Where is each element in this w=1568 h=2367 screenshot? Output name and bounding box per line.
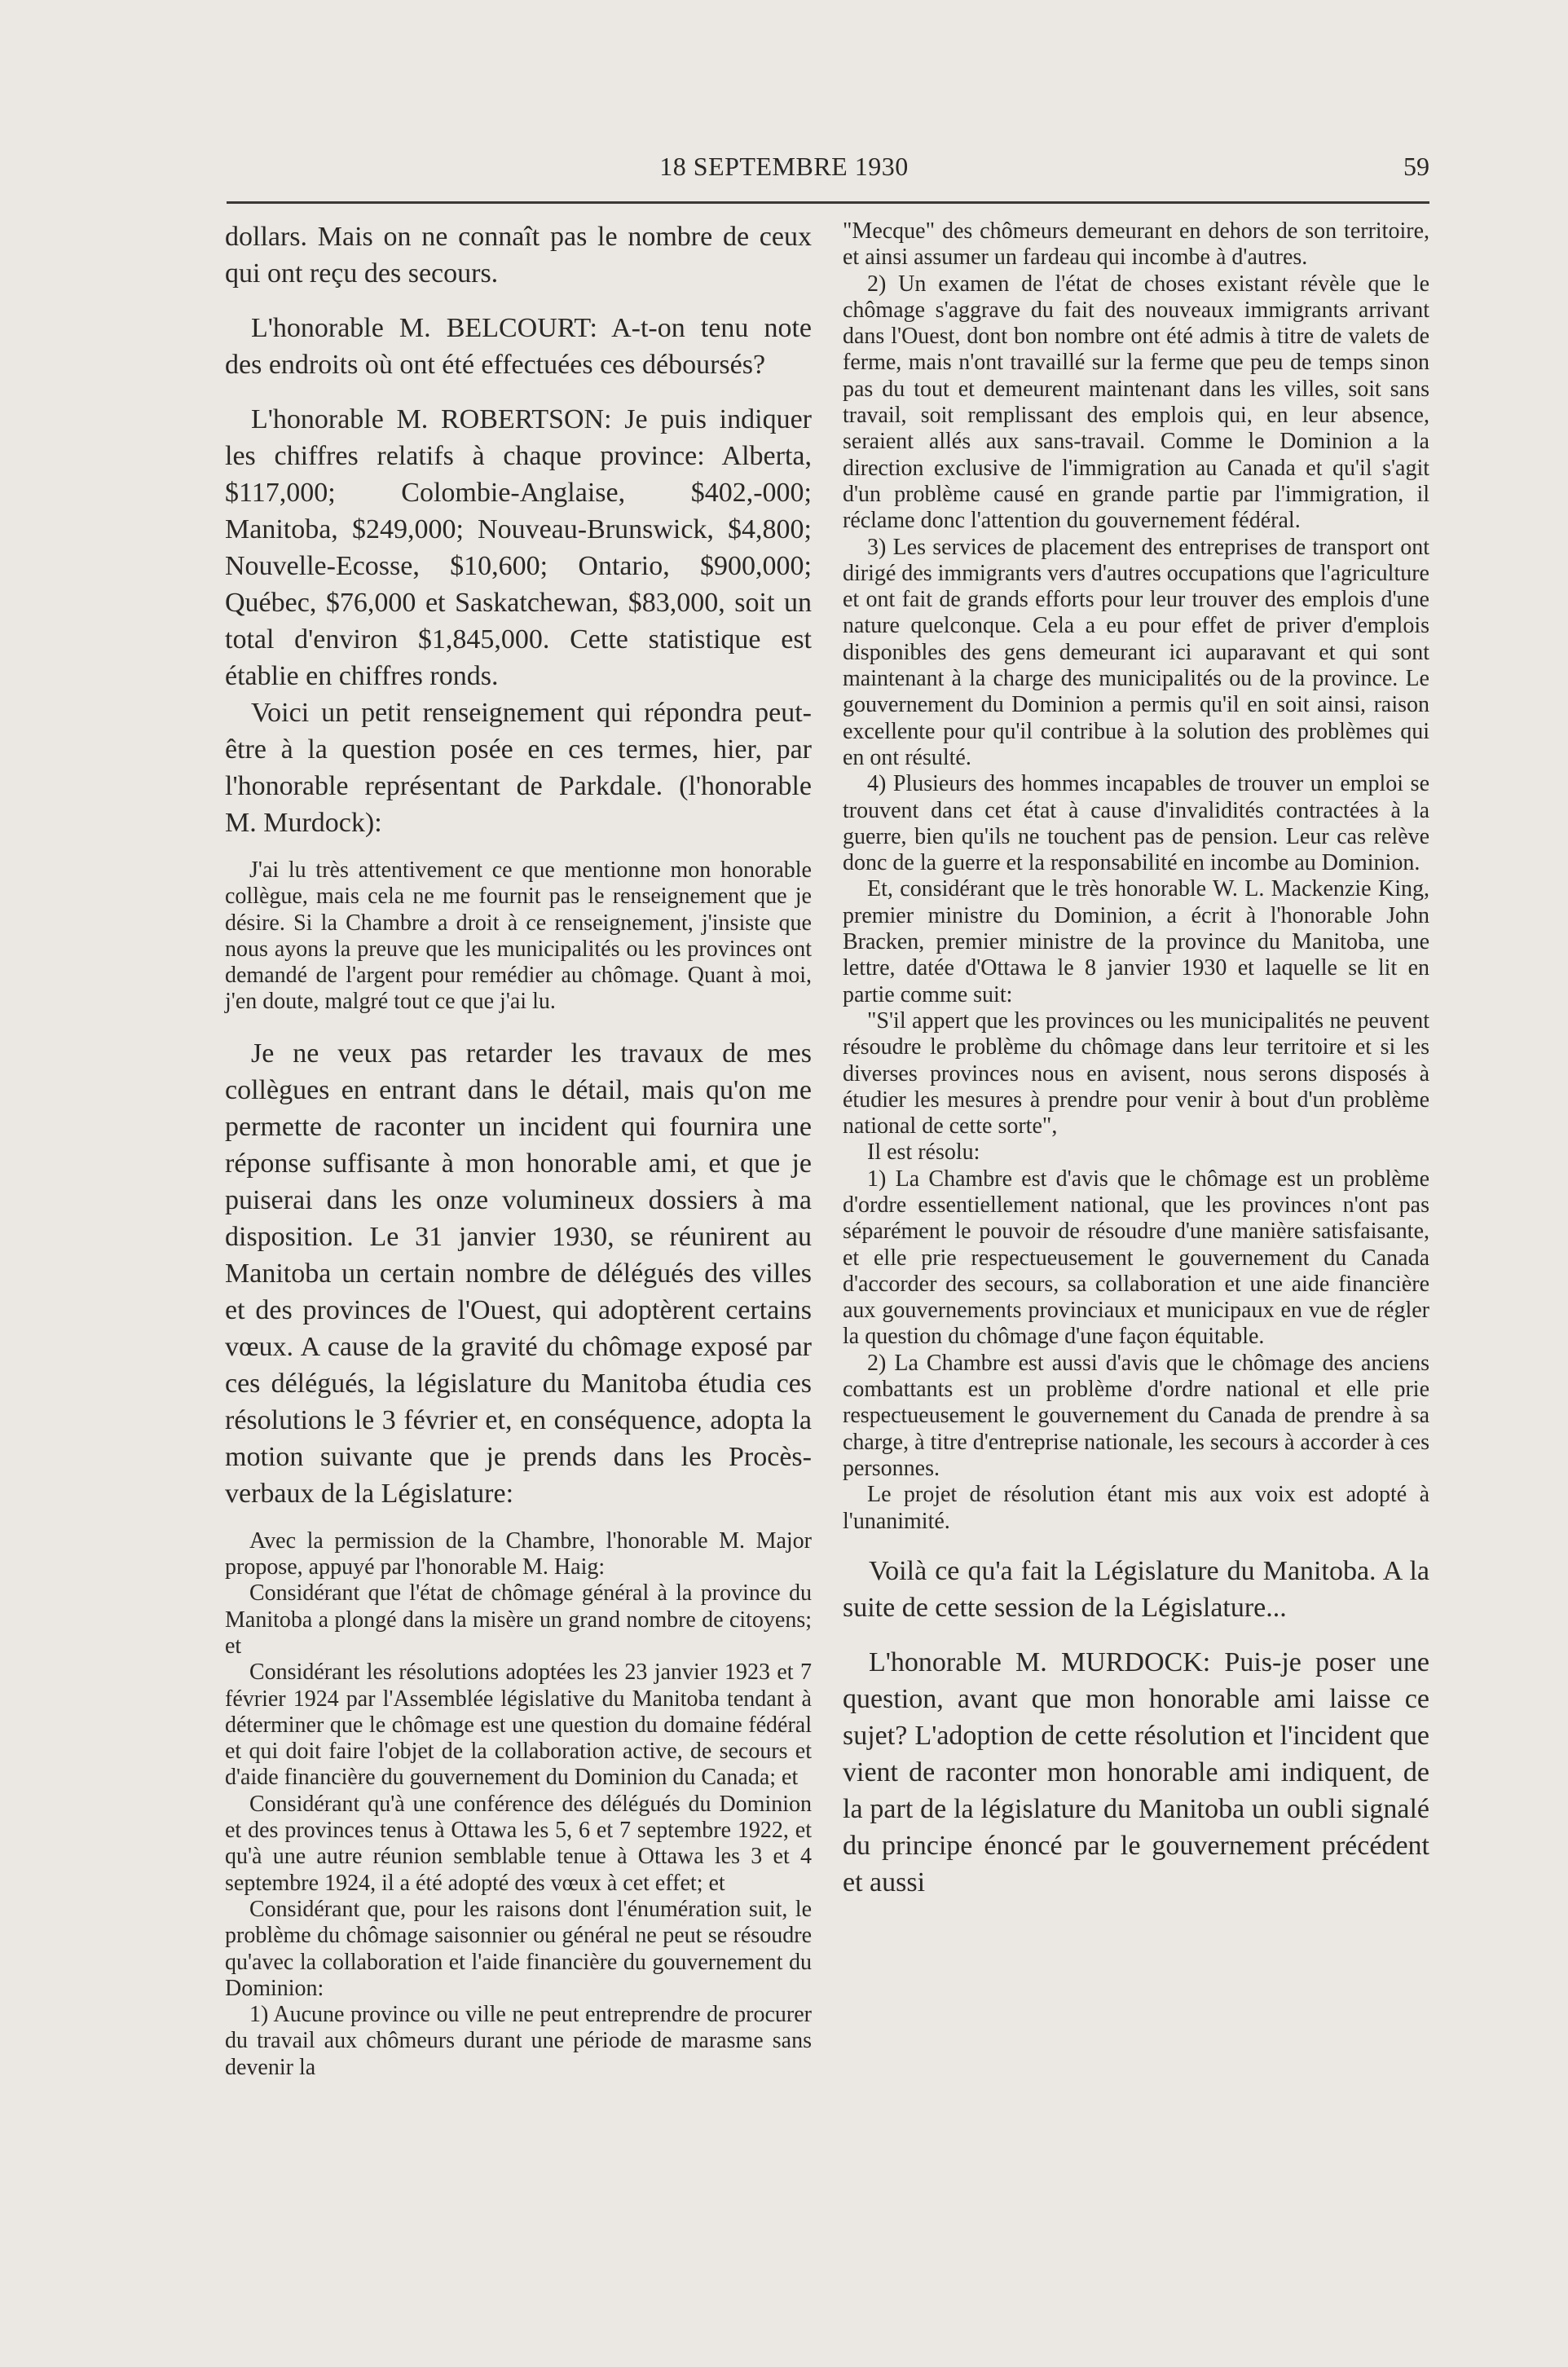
header-rule: [227, 201, 1429, 204]
right-column: [843, 218, 1429, 1901]
paragraph: Le projet de résolution étant mis aux voix est adopté à l'unanimité.: [843, 1482, 1429, 1534]
paragraph: Considérant que l'état de chômage général à la province du Manitoba a plongé dans la misère un grand nombre de citoyens; et: [225, 1580, 812, 1659]
paragraph: 1) La Chambre est d'avis que le chômage est un problème d'ordre essentiellement national, que les provinces n'ont pas séparément le pouvoir de résoudre d'une manière satisfaisante, et elle prie respectueusement le gouvernement du Canada d'accorder des secours, sa collaboration et une aide financière aux gouvernements provinciaux et municipaux en vue de régler la question du chômage d'une façon équitable.: [843, 1166, 1429, 1350]
paragraph: 3) Les services de placement des entreprises de transport ont dirigé des immigrants vers d'autres occupations que l'agriculture et ont fait de grands efforts pour leur trouver des emplois d'une nature quelconque. Cela a eu pour effet de priver d'emplois disponibles des gens demeurant ici auparavant et qui sont maintenant à la charge des municipalités ou de la province. Le gouvernement du Dominion a permis qu'il en soit ainsi, raison excellente pour qu'il contribue à la solution des problèmes qui en ont résulté.: [843, 534, 1429, 770]
paragraph: J'ai lu très attentivement ce que mentionne mon honorable collègue, mais cela ne me fournit pas le renseignement que je désire. Si la Chambre a droit à ce renseignement, j'insiste que nous ayons la preuve que les municipalités ou les provinces ont demandé de l'argent pour remédier au chômage. Quant à moi, j'en doute, malgré tout ce que j'ai lu.: [225, 857, 812, 1015]
paragraph: Considérant qu'à une conférence des délégués du Dominion et des provinces tenus à Ottawa les 5, 6 et 7 septembre 1922, et qu'à une autre réunion semblable tenue à Ottawa les 3 et 4 septembre 1924, il a été adopté des vœux à cet effet; et: [225, 1791, 812, 1896]
paragraph: L'honorable M. MURDOCK: Puis-je poser une question, avant que mon honorable ami laisse ce sujet? L'adoption de cette résolution et l'incident que vient de raconter mon honorable ami indiquent, de la part de la législature du Manitoba un oubli signalé du principe énoncé par le gouvernement précédent et aussi: [843, 1646, 1429, 1898]
paragraph: 1) Aucune province ou ville ne peut entreprendre de procurer du travail aux chômeurs durant une période de marasme sans devenir la: [225, 2002, 812, 2080]
paragraph: "S'il appert que les provinces ou les municipalités ne peuvent résoudre le problème du chômage dans leur territoire et si les diverses provinces nous en avisent, nous serons disposés à étudier les mesures à prendre pour venir à bout d'un problème national de cette sorte",: [843, 1007, 1429, 1139]
paragraph: L'honorable M. ROBERTSON: Je puis indiquer les chiffres relatifs à chaque province: Alberta, $117,000; Colombie-Anglaise, $402,-000; Manitoba, $249,000; Nouveau-Brunswick, $4,800; Nouvelle-Ecosse, $10,600; Ontario, $900,000; Québec, $76,000 et Saskatchewan, $83,000, soit un total d'environ $1,845,000. Cette statistique est établie en chiffres ronds.: [225, 404, 812, 691]
paragraph: Et, considérant que le très honorable W. L. Mackenzie King, premier ministre du Dominion, a écrit à l'honorable John Bracken, premier ministre de la province du Manitoba, une lettre, datée d'Ottawa le 8 janvier 1930 et laquelle se lit en partie comme suit:: [843, 876, 1429, 1007]
paragraph: Voici un petit renseignement qui répondra peut-être à la question posée en ces termes, hier, par l'honorable représentant de Parkdale. (l'honorable M. Murdock):: [225, 698, 812, 838]
paragraph: Considérant les résolutions adoptées les 23 janvier 1923 et 7 février 1924 par l'Assemblée législative du Manitoba tendant à déterminer que le chômage est une question du domaine fédéral et qui doit faire l'objet de la collaboration active, de secours et d'aide financière du gouvernement du Dominion du Canada; et: [225, 1660, 812, 1791]
paragraph: dollars. Mais on ne connaît pas le nombre de ceux qui ont reçu des secours.: [225, 222, 812, 289]
paragraph: Voilà ce qu'a fait la Législature du Manitoba. A la suite de cette session de la Législature...: [843, 1555, 1429, 1623]
paragraph: 2) Un examen de l'état de choses existant révèle que le chômage s'aggrave du fait des nouveaux immigrants arrivant dans l'Ouest, dont bon nombre ont été admis à titre de valets de ferme, mais n'ont travaillé sur la ferme que peu de temps sinon pas du tout et demeurent maintenant dans les villes, soit sans travail, soit remplissant des emplois qui, en leur absence, seraient allés aux sans-travail. Comme le Dominion a la direction exclusive de l'immigration au Canada et qu'il s'agit d'un problème causé en grande partie par l'immigration, il réclame donc l'attention du gouvernement fédéral.: [843, 271, 1429, 534]
page-header: [0, 0, 1568, 212]
page-number: 59: [1403, 152, 1429, 181]
paragraph: 2) La Chambre est aussi d'avis que le chômage des anciens combattants est un problème d'ordre national et elle prie respectueusement le gouvernement du Canada de prendre à sa charge, à titre d'entreprise nationale, les secours à accorder à ces personnes.: [843, 1350, 1429, 1481]
paragraph: Il est résolu:: [867, 1139, 980, 1166]
paragraph: Considérant que, pour les raisons dont l'énumération suit, le problème du chômage saisonnier ou général ne peut se résoudre qu'avec la collaboration et l'aide financière du gouvernement du Dominion:: [225, 1896, 812, 2001]
paragraph: L'honorable M. BELCOURT: A-t-on tenu note des endroits où ont été effectuées ces déboursés?: [225, 313, 812, 380]
paragraph: Avec la permission de la Chambre, l'honorable M. Major propose, appuyé par l'honorable M. Haig:: [225, 1527, 812, 1580]
paragraph: "Mecque" des chômeurs demeurant en dehors de son territoire, et ainsi assumer un fardeau qui incombe à d'autres.: [843, 218, 1429, 271]
running-title: 18 SEPTEMBRE 1930: [659, 152, 909, 181]
left-column: [225, 218, 812, 2081]
paragraph: Je ne veux pas retarder les travaux de mes collègues en entrant dans le détail, mais qu'on me permette de raconter un incident qui fournira une réponse suffisante à mon honorable ami, et que je puiserai dans les onze volumineux dossiers à ma disposition. Le 31 janvier 1930, se réunirent au Manitoba un certain nombre de délégués des villes et des provinces de l'Ouest, qui adoptèrent certains vœux. A cause de la gravité du chômage exposé par ces délégués, la législature du Manitoba étudia ces résolutions le 3 février et, en conséquence, adopta la motion suivante que je prends dans les Procès-verbaux de la Législature:: [225, 1038, 812, 1509]
paragraph: 4) Plusieurs des hommes incapables de trouver un emploi se trouvent dans cet état à cause d'invalidités contractées à la guerre, bien qu'ils ne touchent pas de pension. Leur cas relève donc de la guerre et la responsabilité en incombe au Dominion.: [843, 771, 1429, 876]
